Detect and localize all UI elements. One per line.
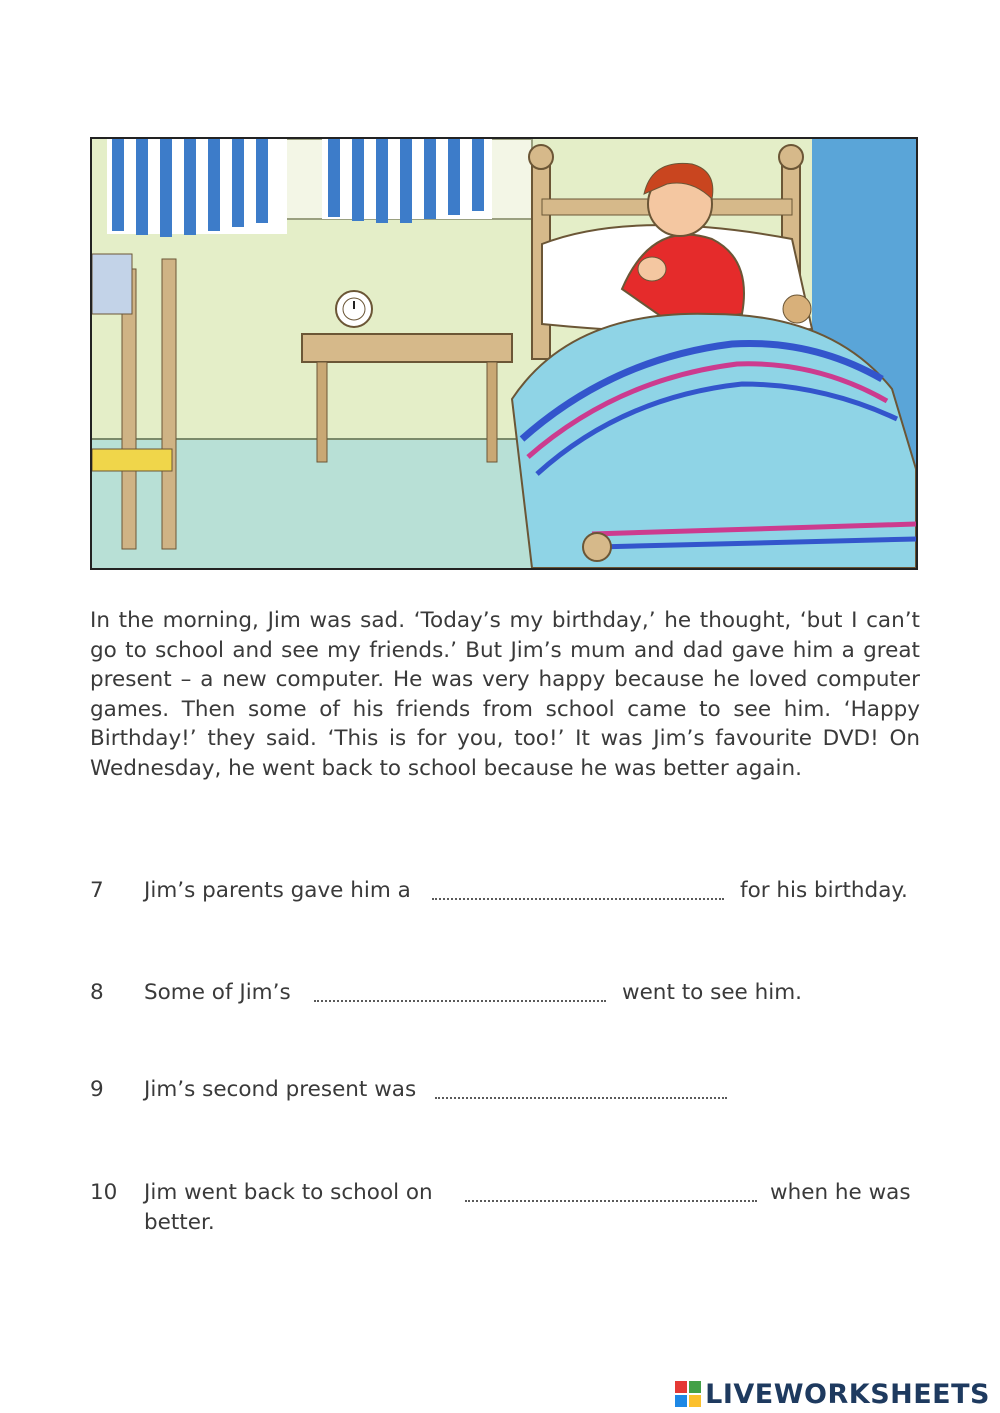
liveworksheets-logo-icon xyxy=(675,1381,701,1407)
question-text-after: went to see him. xyxy=(622,980,802,1005)
answer-blank-10[interactable] xyxy=(465,1180,757,1202)
answer-blank-8[interactable] xyxy=(314,980,606,1002)
question-text: Jim’s second present was xyxy=(144,1077,417,1102)
question-text: Jim’s parents gave him a xyxy=(144,878,411,903)
question-number: 7 xyxy=(90,878,104,903)
answer-blank-7[interactable] xyxy=(432,878,724,900)
question-9 xyxy=(90,1077,920,1111)
curtain-right xyxy=(322,139,492,223)
question-text-after-line2: better. xyxy=(144,1210,215,1235)
question-text: Jim went back to school on xyxy=(144,1180,433,1205)
story-paragraph: In the morning, Jim was sad. ‘Today’s my birthday,’ he thought, ‘but I can’t go to school and see my friends.’ But Jim’s mum and dad gave him a great present – a new computer. He was very happy because he loved computer games. Then some of his friends from school came to see him. ‘Happy Birthday!’ they said. ‘This is for you, too!’ It was Jim’s favourite DVD! On Wednesday, he went back to school because he was better again. xyxy=(90,608,920,781)
question-10 xyxy=(90,1180,920,1242)
curtain-left xyxy=(107,139,287,237)
question-text: Some of Jim’s xyxy=(144,980,291,1005)
answer-blank-9[interactable] xyxy=(435,1077,727,1099)
question-number: 8 xyxy=(90,980,104,1005)
question-number: 9 xyxy=(90,1077,104,1102)
bedroom-illustration xyxy=(92,139,916,568)
question-7 xyxy=(90,878,920,912)
footer-branding xyxy=(675,1377,990,1411)
question-text-after: for his birthday. xyxy=(740,878,908,903)
story-illustration xyxy=(90,137,918,570)
question-text-after-line1: when he was xyxy=(770,1180,911,1205)
brand-name: LIVEWORKSHEETS xyxy=(705,1378,990,1410)
question-8 xyxy=(90,980,920,1014)
question-number: 10 xyxy=(90,1180,118,1205)
